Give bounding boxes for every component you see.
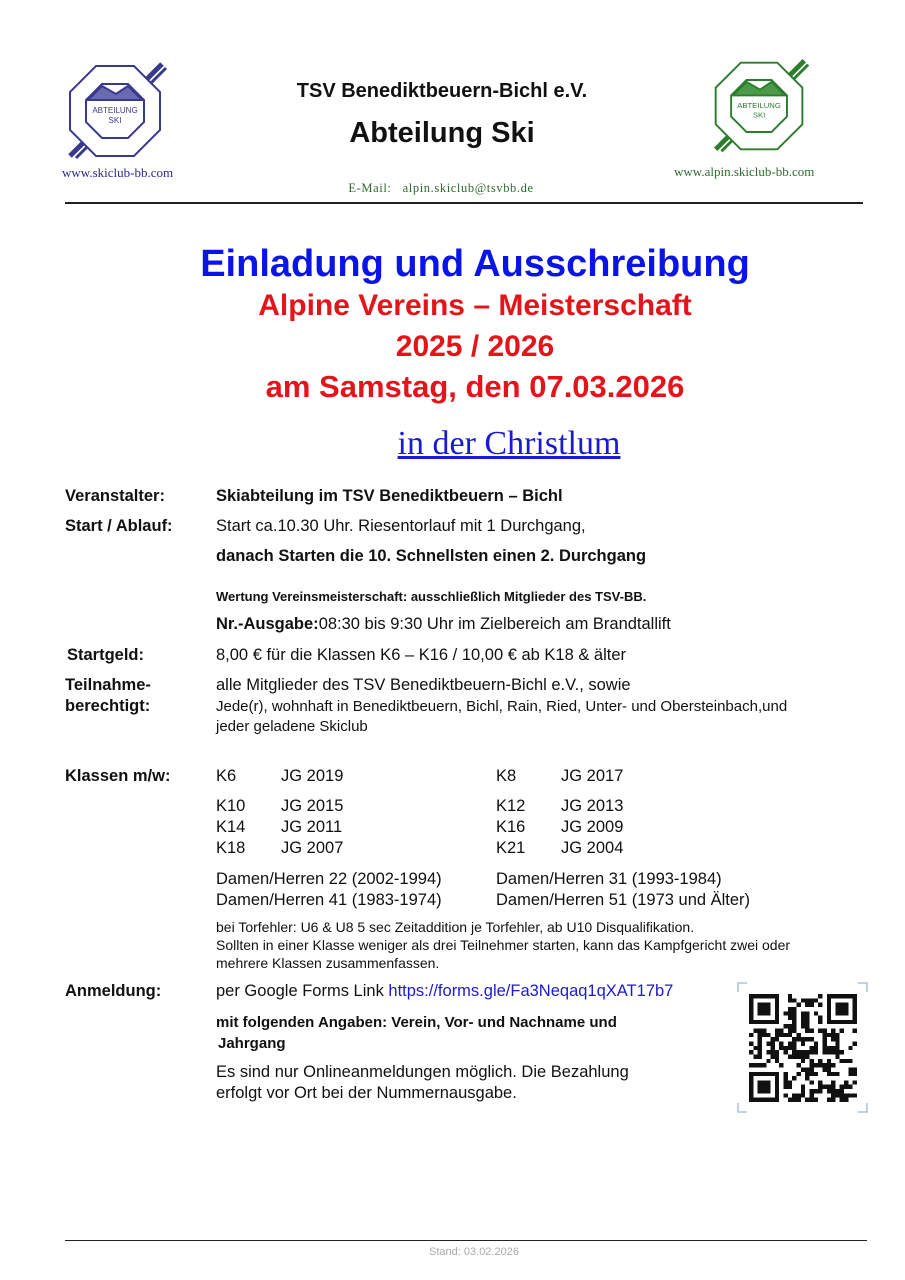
start-second-run: danach Starten die 10. Schnellsten einen 2. Durchgang (216, 547, 647, 565)
teilnahme-label-2: berechtigt: (65, 697, 151, 715)
svg-text:SKI: SKI (752, 110, 766, 120)
klassen-year: JG 2009 (561, 818, 624, 836)
title-invitation: Einladung und Ausschreibung (200, 243, 750, 285)
klassen-class: K18 (216, 839, 246, 857)
klassen-class: K6 (216, 767, 237, 785)
header-divider (65, 202, 863, 204)
klassen-year: JG 2015 (281, 797, 344, 815)
title-season: 2025 / 2026 (395, 330, 555, 363)
online-note: Es sind nur Onlineanmeldungen möglich. Die Bezahlung (216, 1063, 629, 1081)
title-location: in der Christlum (397, 425, 621, 462)
klassen-class: K14 (216, 818, 246, 836)
link-prefix: per Google Forms Link (216, 982, 389, 1000)
startgeld-label: Startgeld: (67, 646, 145, 664)
start-label: Start / Ablauf: (65, 517, 173, 535)
veranstalter-value: Skiabteilung im TSV Benediktbeuern – Bichl (216, 487, 563, 505)
online-note-2: erfolgt vor Ort bei der Nummernausgabe. (216, 1084, 517, 1102)
klassen-year: JG 2011 (281, 818, 343, 836)
klassen-year: JG 2004 (561, 839, 624, 857)
merge-note: Sollten in einer Klasse weniger als drei Teilnehmer starten, kann das Kampfgericht zwei oder (216, 937, 791, 953)
google-forms-link[interactable]: https://forms.gle/Fa3Neqaq1qXAT17b7 (388, 982, 674, 1000)
damen-class: Damen/Herren 31 (1993-1984) (496, 870, 722, 888)
stand-date: Stand: 03.02.2026 (429, 1246, 519, 1258)
klassen-label: Klassen m/w: (65, 767, 171, 785)
right-club-logo (708, 55, 812, 157)
email-line (348, 182, 533, 195)
klassen-year: JG 2017 (561, 767, 624, 785)
teilnahme-label: Teilnahme- (65, 676, 151, 694)
nr-value: 08:30 bis 9:30 Uhr im Zielbereich am Brandtallift (318, 615, 671, 633)
klassen-class: K21 (496, 839, 526, 857)
email-link[interactable]: alpin.skiclub@tsvbb.de (402, 181, 534, 195)
nr-label: Nr.-Ausgabe: (216, 615, 319, 633)
start-value: Start ca.10.30 Uhr. Riesentorlauf mit 1 Durchgang, (216, 517, 586, 535)
qr-code[interactable] (737, 982, 868, 1113)
left-website-link[interactable]: www.skiclub-bb.com (62, 165, 174, 180)
startgeld-value: 8,00 € für die Klassen K6 – K16 / 10,00 € ab K18 & älter (216, 646, 627, 664)
klassen-year: JG 2013 (561, 797, 624, 815)
klassen-class: K16 (496, 818, 526, 836)
teilnahme-residents: Jede(r), wohnhaft in Benediktbeuern, Bichl, Rain, Ried, Unter- und Obersteinbach,und (216, 698, 788, 715)
veranstalter-label: Veranstalter: (65, 487, 165, 505)
klassen-year: JG 2007 (281, 839, 344, 857)
teilnahme-value: alle Mitglieder des TSV Benediktbeuern-Bichl e.V., sowie (216, 676, 631, 694)
right-website-link[interactable]: www.alpin.skiclub-bb.com (674, 164, 815, 179)
left-club-logo (62, 60, 170, 162)
klassen-class: K12 (496, 797, 526, 815)
email-label: E-Mail: (348, 181, 392, 195)
title-date: am Samstag, den 07.03.2026 (265, 369, 685, 404)
klassen-year: JG 2019 (281, 767, 344, 785)
angaben: mit folgenden Angaben: Verein, Vor- und Nachname und (216, 1014, 617, 1031)
org-name: TSV Benediktbeuern-Bichl e.V. (296, 80, 588, 102)
teilnahme-clubs: jeder geladene Skiclub (216, 718, 368, 735)
qr-pattern (749, 994, 857, 1102)
damen-class: Damen/Herren 22 (2002-1994) (216, 870, 442, 888)
damen-class: Damen/Herren 41 (1983-1974) (216, 891, 442, 909)
svg-text:ABTEILUNG: ABTEILUNG (737, 100, 781, 110)
svg-text:ABTEILUNG: ABTEILUNG (92, 106, 138, 115)
klassen-class: K10 (216, 797, 246, 815)
anmeldung-label: Anmeldung: (65, 982, 162, 1000)
wertung-note: Wertung Vereinsmeisterschaft: ausschließlich Mitglieder des TSV-BB. (216, 589, 647, 604)
title-event: Alpine Vereins – Meisterschaft (258, 289, 692, 322)
torfehler-note: bei Torfehler: U6 & U8 5 sec Zeitaddition je Torfehler, ab U10 Disqualifikation. (216, 919, 695, 935)
dept-name: Abteilung Ski (349, 117, 535, 149)
footer-divider (65, 1240, 867, 1241)
svg-text:SKI: SKI (108, 116, 122, 125)
damen-class: Damen/Herren 51 (1973 und Älter) (496, 891, 751, 909)
angaben-2: Jahrgang (218, 1035, 286, 1052)
merge-note-2: mehrere Klassen zusammenfassen. (216, 955, 440, 971)
klassen-class: K8 (496, 767, 517, 785)
